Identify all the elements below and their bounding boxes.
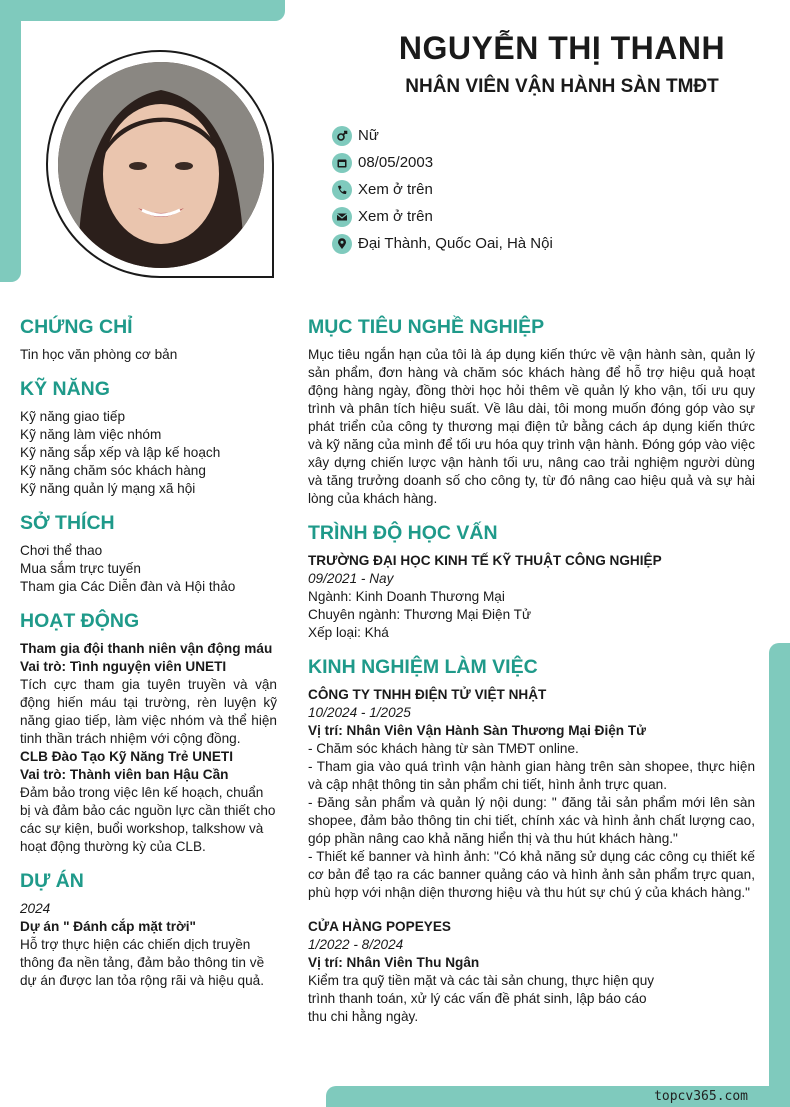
list-item: Chơi thể thao: [20, 543, 103, 558]
company-name: CỬA HÀNG POPEYES: [308, 919, 451, 934]
hobbies-section: [20, 510, 277, 596]
projects-section: [20, 868, 277, 990]
list-item: Kỹ năng chăm sóc khách hàng: [20, 463, 206, 478]
education-rank: Xếp loại: Khá: [308, 625, 389, 640]
email-icon: [332, 207, 352, 227]
location-icon: [332, 234, 352, 254]
phone-icon: [332, 180, 352, 200]
job-duty: Kiểm tra quỹ tiền mặt và các tài sản chung, thực hiện quy: [308, 973, 655, 988]
job-duty: thu chi hằng ngày.: [308, 1009, 419, 1024]
list-item: Kỹ năng sắp xếp và lập kế hoạch: [20, 445, 221, 460]
job-period: 10/2024 - 1/2025: [308, 705, 411, 720]
job-position: Vị trí: Nhân Viên Vận Hành Sàn Thương Mại Điện Tử: [308, 723, 647, 738]
education-section: [308, 520, 755, 642]
calendar-icon: [332, 153, 352, 173]
avatar-photo: [58, 62, 264, 268]
contact-gender: [332, 122, 553, 149]
objective-text: Mục tiêu ngắn hạn của tôi là áp dụng kiến thức về vận hành sàn, quản lý sản phẩm, đơn hàng và chăm sóc khách hàng để hỗ trợ hiệu quả hoạt động hàng ngày, đồng thời học hỏi thêm về quản lý kho vận, tối ưu quy trình và phân tích hiệu suất. Về lâu dài, tôi mong muốn đóng góp vào sự phát triển của công ty thương mại điện tử bằng cách áp dụng kiến thức và kỹ năng của mình để tối ưu hóa quy trình vận hành. Đóng góp vào việc xây dựng chiến lược vận hành tối ưu, nâng cao trải nghiệm người dùng và tăng trưởng doanh số cho công ty, từ đó nâng cao hiệu quả và sự hài lòng của khách hàng.: [308, 347, 755, 506]
section-title: KINH NGHIỆM LÀM VIỆC: [308, 656, 538, 678]
company-name: CÔNG TY TNHH ĐIỆN TỬ VIỆT NHẬT: [308, 687, 547, 702]
activity-description: Đảm bảo trong việc lên kế hoạch, chuẩn bị và đảm bảo các nguồn lực cần thiết cho các sự kiện, buổi workshop, talkshow và hoạt động thường kỳ của CLB.: [20, 785, 276, 854]
job-title: NHÂN VIÊN VẬN HÀNH SÀN TMĐT: [405, 76, 719, 97]
list-item: Tin học văn phòng cơ bản: [20, 347, 178, 362]
contact-phone: [332, 176, 553, 203]
education-major: Ngành: Kinh Doanh Thương Mại: [308, 589, 505, 604]
contact-list: [332, 122, 553, 257]
list-item: Kỹ năng làm việc nhóm: [20, 427, 162, 442]
school-name: TRƯỜNG ĐẠI HỌC KINH TẾ KỸ THUẬT CÔNG NGHIỆP: [308, 553, 662, 568]
project-description: Hỗ trợ thực hiện các chiến dịch truyền thông đa nền tảng, đảm bảo thông tin về dự án được lan tỏa rộng rãi và hiệu quả.: [20, 937, 265, 988]
job-duty: - Tham gia vào quá trình vận hành gian hàng trên sàn shopee, thực hiện và cập nhật thông tin sản phẩm chi tiết, hình ảnh trực quan.: [308, 759, 755, 792]
list-item: Kỹ năng quản lý mạng xã hội: [20, 481, 196, 496]
section-title: CHỨNG CHỈ: [20, 316, 133, 338]
section-title: HOẠT ĐỘNG: [20, 610, 140, 632]
project-year: 2024: [20, 901, 51, 916]
section-title: MỤC TIÊU NGHỀ NGHIỆP: [308, 316, 545, 338]
activity-role: Vai trò: Tình nguyện viên UNETI: [20, 659, 227, 674]
job-duty: - Thiết kế banner và hình ảnh: "Có khả năng sử dụng các công cụ thiết kế cơ bản để tạo ra các banner quảng cáo và hình ảnh sản phẩm trực quan, phù hợp với nhận diện thương hiệu và thu hút sự chú ý của khách hàng.": [308, 849, 755, 900]
job-duty: - Chăm sóc khách hàng từ sàn TMĐT online.: [308, 741, 579, 756]
section-title: KỸ NĂNG: [20, 378, 110, 400]
avatar: [58, 62, 264, 268]
gender-icon: [332, 126, 352, 146]
contact-value: Xem ở trên: [358, 181, 433, 198]
education-specialization: Chuyên ngành: Thương Mại Điện Tử: [308, 607, 532, 622]
decor-bar-right: [769, 643, 790, 1107]
left-column: [20, 314, 277, 1002]
contact-address: [332, 230, 553, 257]
contact-email: [332, 203, 553, 230]
job-period: 1/2022 - 8/2024: [308, 937, 404, 952]
project-name: Dự án " Đánh cắp mặt trời": [20, 919, 196, 934]
education-period: 09/2021 - Nay: [308, 571, 394, 586]
decor-bar-top: [0, 0, 285, 21]
skills-section: [20, 376, 277, 498]
activity-name: Tham gia đội thanh niên vận động máu: [20, 641, 273, 656]
contact-value: 08/05/2003: [358, 154, 434, 171]
contact-value: Đại Thành, Quốc Oai, Hà Nội: [358, 235, 553, 252]
section-title: DỰ ÁN: [20, 870, 84, 892]
experience-section: [308, 654, 755, 1026]
spacer: [308, 902, 755, 918]
activity-role: Vai trò: Thành viên ban Hậu Cần: [20, 767, 229, 782]
candidate-name: NGUYỄN THỊ THANH: [398, 30, 726, 66]
certificates-section: [20, 314, 277, 364]
job-duty: - Đăng sản phẩm và quản lý nội dung: " đăng tải sản phẩm mới lên sàn shopee, đảm bảo thông tin chi tiết, chính xác và hình ảnh chất lượng cao, góp phần nâng cao khả năng hiển thị và thu hút khách hàng.": [308, 795, 755, 846]
website-watermark: topcv365.com: [654, 1089, 748, 1104]
contact-value: Nữ: [358, 127, 379, 144]
section-title: TRÌNH ĐỘ HỌC VẤN: [308, 522, 498, 544]
contact-value: Xem ở trên: [358, 208, 433, 225]
contact-birthday: [332, 149, 553, 176]
right-column: [308, 314, 755, 1038]
objective-section: [308, 314, 755, 508]
activity-name: CLB Đào Tạo Kỹ Năng Trẻ UNETI: [20, 749, 233, 764]
list-item: Tham gia Các Diễn đàn và Hội thảo: [20, 579, 236, 594]
job-duty: trình thanh toán, xử lý các vấn đề phát sinh, lập báo cáo: [308, 991, 647, 1006]
decor-bar-left: [0, 0, 21, 282]
section-title: SỞ THÍCH: [20, 512, 115, 534]
activities-section: [20, 608, 277, 856]
activity-description: Tích cực tham gia tuyên truyền và vận động hiến máu tại trường, rèn luyện kỹ năng giao tiếp, làm việc nhóm và thể hiện tinh thần trách nhiệm với cộng đồng.: [20, 677, 277, 746]
list-item: Mua sắm trực tuyến: [20, 561, 141, 576]
list-item: Kỹ năng giao tiếp: [20, 409, 126, 424]
job-position: Vị trí: Nhân Viên Thu Ngân: [308, 955, 480, 970]
